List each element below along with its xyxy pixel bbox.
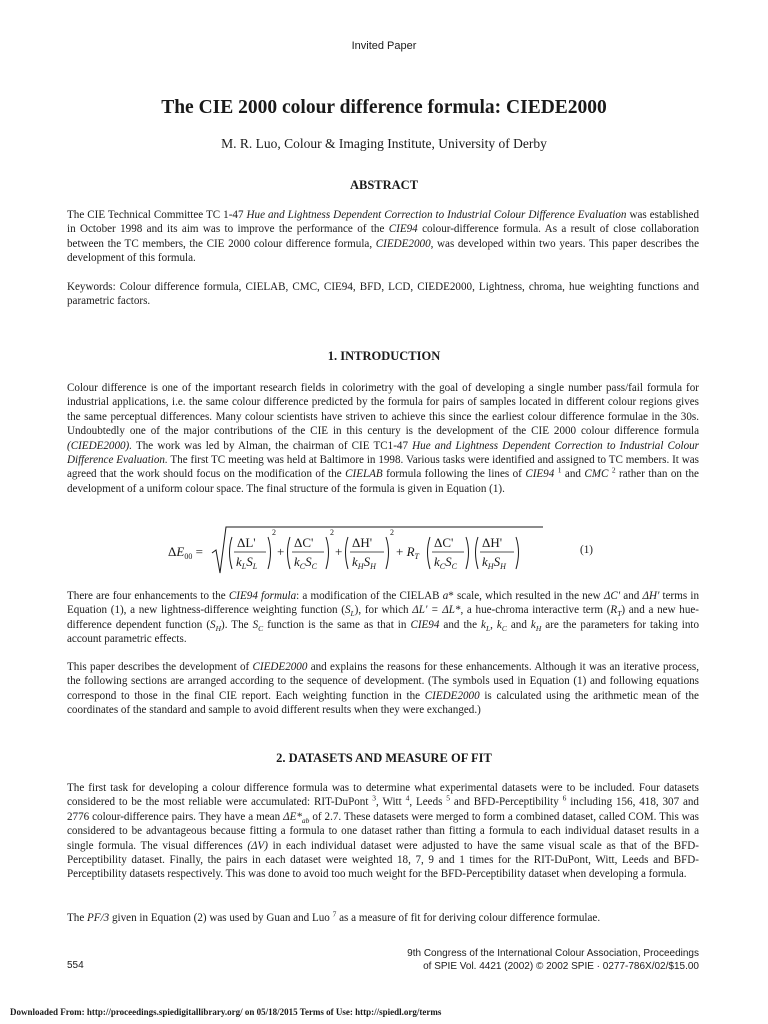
equation-1-number: (1) bbox=[580, 544, 593, 556]
page-number: 554 bbox=[67, 960, 84, 971]
svg-text:ΔH': ΔH' bbox=[482, 535, 503, 550]
svg-text:2: 2 bbox=[272, 528, 276, 537]
svg-text:kCSC: $k_CS_C$ bbox=[434, 554, 457, 571]
svg-text:2: 2 bbox=[330, 528, 334, 537]
svg-text:kHSH: $k_HS_H$ bbox=[482, 554, 506, 571]
svg-text:kLSL: $k_LS_L$ bbox=[236, 554, 258, 571]
abstract-paragraph: The CIE Technical Committee TC 1-47 Hue and Lightness Dependent Correction to Industrial Colour Difference Evaluation was established in October 1998 and its aim was to improve the performance of the CIE94 colour-difference formula. As a result of close collaboration between the TC members, the CIE 2000 colour difference formula, CIEDE2000, was developed within two years. This paper describes the development of this formula. bbox=[67, 209, 700, 265]
congress-line-1: 9th Congress of the International Colour Association, Proceedings bbox=[407, 948, 699, 959]
svg-text:ΔH': ΔH' bbox=[352, 535, 373, 550]
paper-title: The CIE 2000 colour difference formula: CIEDE2000 bbox=[161, 97, 607, 118]
introduction-heading: 1. INTRODUCTION bbox=[327, 349, 441, 363]
svg-text:+: + bbox=[335, 544, 343, 559]
svg-text:ΔL': ΔL' bbox=[237, 535, 256, 550]
introduction-paragraph-3: This paper describes the development of CIEDE2000 and explains the reasons for these enhancements. Although it was an iterative process, the following sections are arranged according to the sequence of development. (The symbols used in Equation (1) and following equations correspond to those in the final CIE report. Each weighting function in the CIEDE2000 is calculated using the arithmetic mean of the coordinates of the standard and sample to avoid different results when they were exchanged.) bbox=[67, 661, 699, 717]
abstract-heading: ABSTRACT bbox=[349, 178, 419, 192]
svg-text:kHSH: $k_HS_H$ bbox=[352, 554, 376, 571]
datasets-paragraph-2: The PF/3 given in Equation (2) was used by Guan and Luo $^7$ as a measure of fit for deriving colour difference formulae. bbox=[67, 909, 601, 924]
congress-citation bbox=[407, 947, 699, 973]
header-label: Invited Paper bbox=[351, 40, 417, 52]
keywords-paragraph: Keywords: Colour difference formula, CIELAB, CMC, CIE94, BFD, LCD, CIEDE2000, Lightness, chroma, hue weighting functions and parametric factors. bbox=[67, 281, 699, 308]
introduction-paragraph-2: There are four enhancements to the CIE94 formula: a modification of the CIELAB a* scale, which resulted in the new ΔC' and ΔH' terms in Equation (1), a new lightness-difference weighting function $(S_L)$, for which ΔL' = ΔL*, a hue-chroma interactive term $(R_T)$ and a new hue-difference dependent function $(S_H)$. The $S_C$ function is the same as that in CIE94 and the $k_L$, $k_C$ and $k_H$ are the parameters for taking into account parametric effects. bbox=[67, 590, 700, 646]
datasets-heading: 2. DATASETS AND MEASURE OF FIT bbox=[276, 751, 492, 765]
svg-text:ΔC': ΔC' bbox=[434, 535, 454, 550]
datasets-paragraph-1: The first task for developing a colour difference formula was to determine what experimental datasets were to be included. Four datasets considered to be the most reliable were accumulated: RIT-DuPont $^3$, Witt $^4$, Leeds $^5$ and BFD-Perceptibility $^6$ including 156, 418, 307 and 2776 colour-difference pairs. They have a mean $\Delta E*_{ab}$ of 2.7. These datasets were merged to form a combined dataset, called COM. This was considered to be advantageous because fitting a formula to one dataset rather than fitting a formula to each individual dataset results in a single formula. The visual differences (ΔV) in each individual dataset were adjusted to have the same visual scale as that of the BFD-Perceptibility dataset. Finally, the pairs in each dataset were weighted 18, 7, 9 and 1 times for the RIT-DuPont, Witt, Leeds and BFD-Perceptibility datasets respectively. This was done to avoid too much weight for the BFD-Perceptibility dataset when developing a formula. bbox=[67, 782, 699, 881]
svg-text:ΔC': ΔC' bbox=[294, 535, 314, 550]
svg-text:ΔE00 =: $\Delta E_{00}$ = bbox=[168, 544, 203, 561]
svg-text:+ RT: + $R_T$ bbox=[396, 544, 419, 561]
equation-1-formula bbox=[168, 523, 548, 579]
congress-line-2: of SPIE Vol. 4421 (2002) © 2002 SPIE · 0277-786X/02/$15.00 bbox=[423, 961, 699, 972]
introduction-paragraph-1: Colour difference is one of the important research fields in colorimetry with the goal of developing a single number pass/fail formula for industrial applications, i.e. the same colour difference predicted by the formula for pairs of samples located in different colour regions gives the same perceptual differences. Many colour scientists have striven to achieve this since the earliest colour difference formulae in the 30s. Undoubtedly one of the major contributions of the CIE in this century is the development of the CIE 2000 colour difference formula (CIEDE2000). The work was led by Alman, the chairman of CIE TC1-47 Hue and Lightness Dependent Correction to Industrial Colour Difference Evaluation. The first TC meeting was held at Baltimore in 1998. Various tasks were identified and assigned to TC members. It was agreed that the work should focus on the modification of the CIELAB formula following the lines of CIE94 $^1$ and CMC $^2$ rather than on the development of a uniform colour space. The final structure of the formula is given in Equation (1). bbox=[67, 382, 699, 495]
equation-1 bbox=[168, 523, 548, 579]
paper-author: M. R. Luo, Colour & Imaging Institute, University of Derby bbox=[221, 136, 547, 151]
svg-text:kCSC: $k_CS_C$ bbox=[294, 554, 317, 571]
svg-text:2: 2 bbox=[390, 528, 394, 537]
svg-text:+: + bbox=[277, 544, 285, 559]
download-notice: Downloaded From: http://proceedings.spiedigitallibrary.org/ on 05/18/2015 Terms of Use: http://spiedl.org/terms bbox=[10, 1007, 442, 1017]
